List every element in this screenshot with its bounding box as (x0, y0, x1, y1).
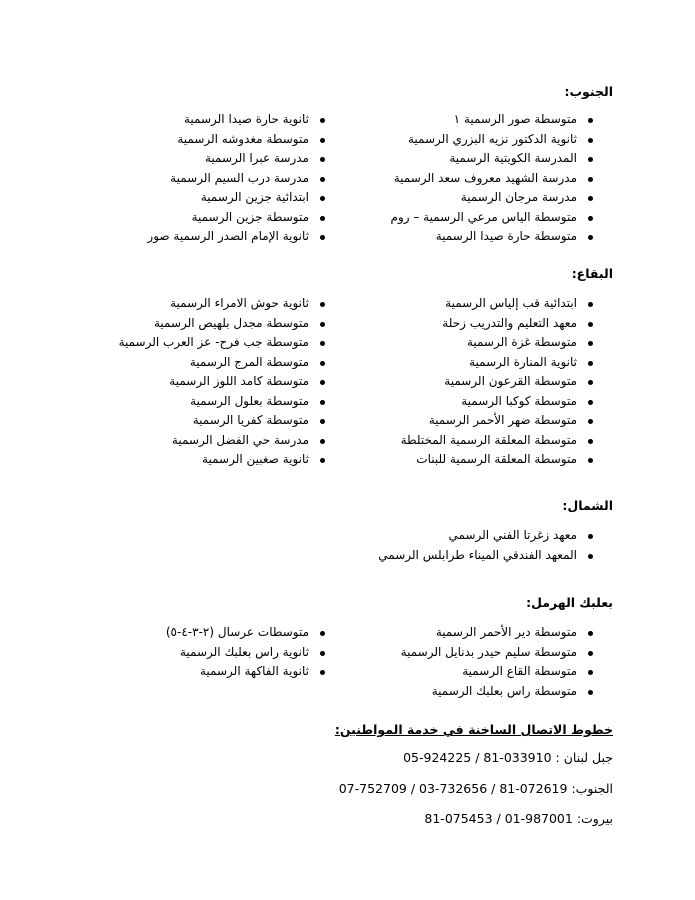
hotline-label: بيروت: (576, 811, 613, 826)
list-item: متوسطة مغدوشه الرسمية (25, 130, 325, 150)
hotline-numbers: 07-752709 / 03-732656 / 81-072619 (338, 781, 568, 796)
list-item: متوسطة صور الرسمية ١ (293, 110, 593, 130)
list-item: ثانوية حارة صيدا الرسمية (25, 110, 325, 130)
bekaa-right-list (293, 294, 593, 470)
list-item: مدرسة مرجان الرسمية (293, 188, 593, 208)
list-item: متوسطة المرج الرسمية (25, 353, 325, 373)
baalbek-left-list (25, 623, 325, 682)
list-item: ثانوية الدكتور نزيه البزري الرسمية (293, 130, 593, 150)
list-item: متوسطة الياس مرعي الرسمية – روم (293, 208, 593, 228)
list-item: متوسطة القرعون الرسمية (293, 372, 593, 392)
south-right-list (293, 110, 593, 247)
list-item: المدرسة الكويتية الرسمية (293, 149, 593, 169)
list-item: ثانوية الفاكهة الرسمية (25, 662, 325, 682)
list-item: ثانوية حوش الامراء الرسمية (25, 294, 325, 314)
list-item: متوسطة سليم حيدر بدنايل الرسمية (293, 643, 593, 663)
list-item: متوسطة غزة الرسمية (293, 333, 593, 353)
hotline-label: الجنوب: (571, 781, 613, 796)
hotline-row (339, 781, 613, 796)
bekaa-left-list (25, 294, 325, 470)
list-item: متوسطة كفريا الرسمية (25, 411, 325, 431)
list-item: متوسطة القاع الرسمية (293, 662, 593, 682)
list-item: مدرسة الشهيد معروف سعد الرسمية (293, 169, 593, 189)
list-item: متوسطة كوكبا الرسمية (293, 392, 593, 412)
hotline-row (424, 811, 613, 826)
list-item: متوسطات عرسال (٢-٣-٤-٥) (25, 623, 325, 643)
list-item: متوسطة دير الأحمر الرسمية (293, 623, 593, 643)
list-item: ثانوية الإمام الصدر الرسمية صور (25, 227, 325, 247)
section-title-baalbek: بعلبك الهرمل: (526, 595, 613, 610)
list-item: متوسطة كامد اللوز الرسمية (25, 372, 325, 392)
list-item: المعهد الفندقي الميناء طرابلس الرسمي (293, 546, 593, 566)
list-item: معهد التعليم والتدريب زحلة (293, 314, 593, 334)
list-item: متوسطة جزين الرسمية (25, 208, 325, 228)
hotline-label: جبل لبنان : (555, 750, 613, 765)
list-item: ثانوية المنارة الرسمية (293, 353, 593, 373)
hotlines-title: خطوط الاتصال الساخنة في خدمة المواطنين: (334, 722, 613, 737)
list-item: ابتدائية جزين الرسمية (25, 188, 325, 208)
section-title-north: الشمال: (562, 498, 613, 513)
hotline-numbers: 81-075453 / 01-987001 (424, 811, 573, 826)
list-item: ثانوية صغبين الرسمية (25, 450, 325, 470)
list-item: متوسطة المعلقة الرسمية المختلطة (293, 431, 593, 451)
list-item: متوسطة جب فرح- عز العرب الرسمية (25, 333, 325, 353)
section-title-bekaa: البقاع: (571, 266, 613, 281)
hotline-numbers: 05-924225 / 81-033910 (403, 750, 552, 765)
list-item: ابتدائية قب إلياس الرسمية (293, 294, 593, 314)
baalbek-right-list (293, 623, 593, 701)
south-left-list (25, 110, 325, 247)
list-item: متوسطة حارة صيدا الرسمية (293, 227, 593, 247)
list-item: متوسطة مجدل بلهيص الرسمية (25, 314, 325, 334)
section-title-south: الجنوب: (564, 84, 613, 99)
hotline-row (403, 750, 613, 765)
list-item: مدرسة عبرا الرسمية (25, 149, 325, 169)
list-item: متوسطة المعلقة الرسمية للبنات (293, 450, 593, 470)
list-item: متوسطة راس بعلبك الرسمية (293, 682, 593, 702)
list-item: مدرسة حي الفضل الرسمية (25, 431, 325, 451)
list-item: معهد زغرتا الفني الرسمي (293, 526, 593, 546)
list-item: متوسطة بعلول الرسمية (25, 392, 325, 412)
list-item: ثانوية راس بعلبك الرسمية (25, 643, 325, 663)
list-item: متوسطة ضهر الأحمر الرسمية (293, 411, 593, 431)
list-item: مدرسة درب السيم الرسمية (25, 169, 325, 189)
north-right-list (293, 526, 593, 565)
